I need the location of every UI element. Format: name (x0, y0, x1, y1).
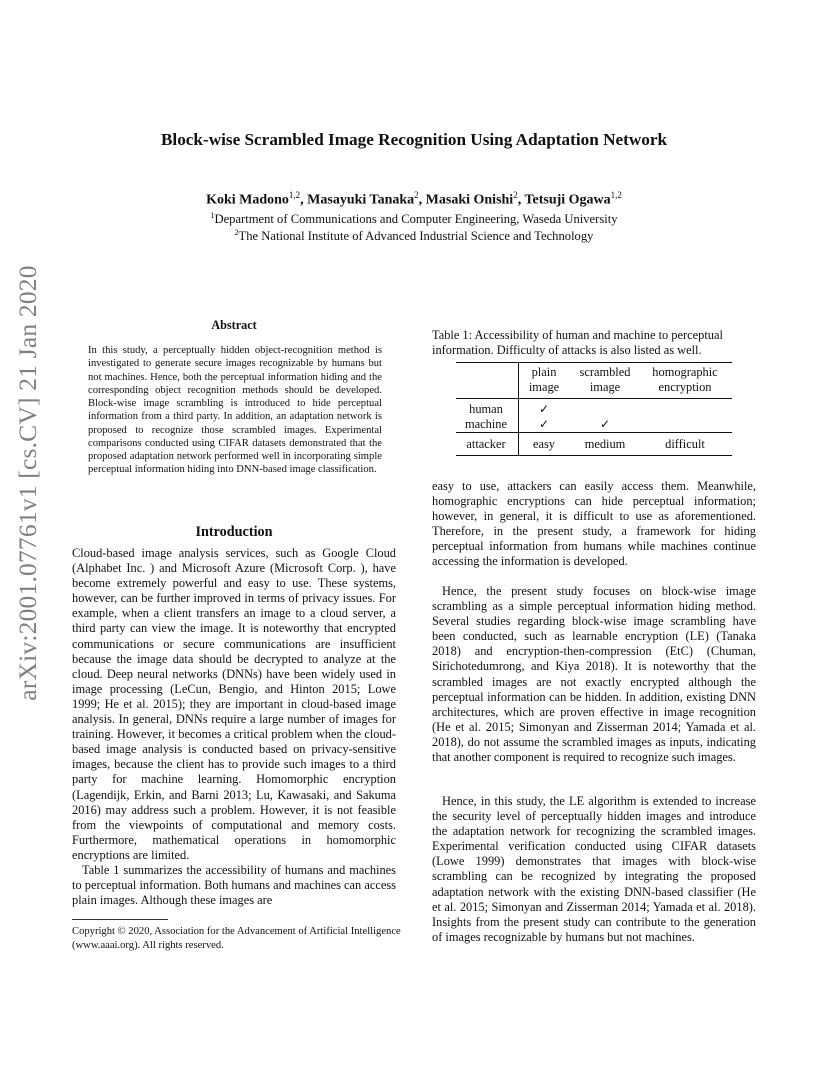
author-name: Tetsuji Ogawa (524, 192, 611, 208)
table-cell: easy (532, 437, 556, 451)
column-header (644, 365, 726, 395)
column-header-line: plain (531, 365, 557, 379)
column-header (570, 365, 640, 395)
table-bottom-rule (456, 455, 732, 456)
check-mark-icon: ✓ (538, 417, 550, 431)
abstract-body: In this study, a perceptually hidden object-recognition method is investigated to generate secure images recognizable by humans but not machines. Hence, both the perceptual information hiding and the corresponding object recognition methods should be developed. Block-wise image scrambling is introduced to hide perceptual information from a third party. In addition, an adaptation network is proposed to recognize those scrambled images. Experimental comparisons conducted using CIFAR datasets demonstrated that the proposed adaptation network performed well in incorporating simple perceptual information hiding into DNN-based image classification. (88, 345, 382, 476)
affiliation-1 (0, 211, 828, 227)
abstract-heading: Abstract (211, 318, 257, 332)
row-label: attacker (466, 437, 506, 451)
column-header-line: scrambled (579, 365, 631, 379)
arxiv-identifier-text: arXiv:2001.07761v1 [cs.CV] 21 Jan 2020 (13, 264, 42, 701)
column-header (522, 365, 566, 395)
introduction-body (72, 546, 396, 908)
right-paragraph (432, 584, 756, 765)
table-top-rule (456, 362, 732, 363)
affiliation-text: Department of Communications and Computer Engineering, Waseda University (214, 212, 618, 227)
affiliation-mark: 1 (210, 211, 215, 220)
paragraph: easy to use, attackers can easily access them. Meanwhile, homographic encryptions can hide perceptual information; however, in general, it is difficult to use as aforementioned. Therefore, in the present study, a framework for hiding perceptual information from humans while machines continue accessing the information is developed. (432, 479, 756, 569)
column-header-line: image (528, 380, 560, 394)
row-label: human (469, 402, 503, 416)
table-cell: difficult (665, 437, 705, 451)
column-header-line: homographic (652, 365, 718, 379)
author-separator: , (300, 192, 308, 208)
column-header-line: image (589, 380, 621, 394)
author-name: Koki Madono (206, 192, 289, 208)
author-affiliation-mark: 2 (513, 190, 518, 200)
table-mid-rule (456, 432, 732, 433)
footnote-rule (72, 919, 168, 920)
introduction-heading: Introduction (195, 524, 273, 540)
check-mark-icon: ✓ (538, 402, 550, 416)
author-separator: , (517, 192, 525, 208)
right-paragraph (432, 479, 756, 570)
copyright-footnote: Copyright © 2020, Association for the Advancement of Artificial Intelligence (www.aaai.org). All rights reserved. (72, 926, 401, 951)
author-name: Masayuki Tanaka (307, 192, 415, 208)
author-name: Masaki Onishi (425, 192, 514, 208)
affiliation-mark: 2 (234, 228, 239, 237)
author-separator: , (418, 192, 426, 208)
paper-title: Block-wise Scrambled Image Recognition Using Adaptation Network (160, 130, 668, 149)
author-affiliation-mark: 1,2 (610, 190, 622, 200)
table-caption: Table 1: Accessibility of human and machine to perceptual information. Difficulty of attacks is also listed as well. (432, 328, 723, 357)
table-header-rule (456, 398, 732, 399)
accessibility-table (456, 362, 732, 456)
paragraph: Hence, in this study, the LE algorithm is extended to increase the security level of perceptually hidden images and introduce the adaptation network for recognizing the scrambled images. Experimental verification conducted using CIFAR datasets (Lowe 1999) demonstrates that images with block-wise scrambling can be recognized by integrating the proposed adaptation network with the existing DNN-based classifier (He et al. 2015; Simonyan and Zisserman 2014; Yamada et al. 2018). Insights from the present study can contribute to the generation of images recognizable by humans but not machines. (432, 794, 756, 944)
affiliation-text: The National Institute of Advanced Industrial Science and Technology (238, 229, 594, 244)
check-mark-icon: ✓ (599, 417, 611, 431)
table-vertical-rule (518, 362, 519, 455)
arxiv-identifier (6, 264, 50, 701)
affiliation-2 (0, 228, 828, 244)
author-list (0, 190, 828, 209)
author-affiliation-mark: 1,2 (288, 190, 301, 200)
author-affiliation-mark: 2 (414, 190, 419, 200)
row-label: machine (465, 417, 507, 431)
paragraph: Table 1 summarizes the accessibility of humans and machines to perceptual information. Both humans and machines can access plain images. Although these images are (72, 862, 396, 908)
column-header-line: encryption (658, 380, 712, 394)
paragraph: Hence, the present study focuses on block-wise image scrambling as a simple perceptual information hiding method. Several studies regarding block-wise image scrambling have been conducted, such as learnable encryption (LE) (Tanaka 2018) and encryption-then-compression (EtC) (Chuman, Sirichotedumrong, and Kiya 2018). It is noteworthy that the scrambled images are not exactly encrypted although the perceptual information can be hidden. In addition, existing DNN architectures, which are proven effective in image recognition (He et al. 2015; Simonyan and Zisserman 2014; Yamada et al. 2018), do not assume the scrambled images as inputs, indicating that another component is required to recognize such images. (432, 584, 756, 765)
paragraph: Cloud-based image analysis services, such as Google Cloud (Alphabet Inc. ) and Microsoft Azure (Microsoft Corp. ), have become extremely powerful and easy to use. These systems, however, can be further improved in terms of privacy issues. For example, when a client transfers an image to a cloud server, a third party can view the image. It is noteworthy that encrypted communications or secure communications are insufficient because the image data should be decrypted to analyze at the cloud. Deep neural networks (DNNs) have been widely used in image processing (LeCun, Bengio, and Hinton 2015; Lowe 1999; He et al. 2015); they are important in cloud-based image analysis. In general, DNNs require a large number of images for training. However, it becomes a critical problem when the cloud-based image analysis is conducted based on privacy-sensitive images, because the client has to provide such images to a third party for machine learning. Homomorphic encryption (Lagendijk, Erkin, and Barni 2013; Lu, Kawasaki, and Sakuma 2016) may address such a problem. However, it is not feasible from the viewpoints of computational and memory costs. Furthermore, mathematical operations in homomorphic encryptions are limited. (72, 546, 396, 862)
right-paragraph (432, 794, 756, 945)
table-cell: medium (584, 437, 626, 451)
